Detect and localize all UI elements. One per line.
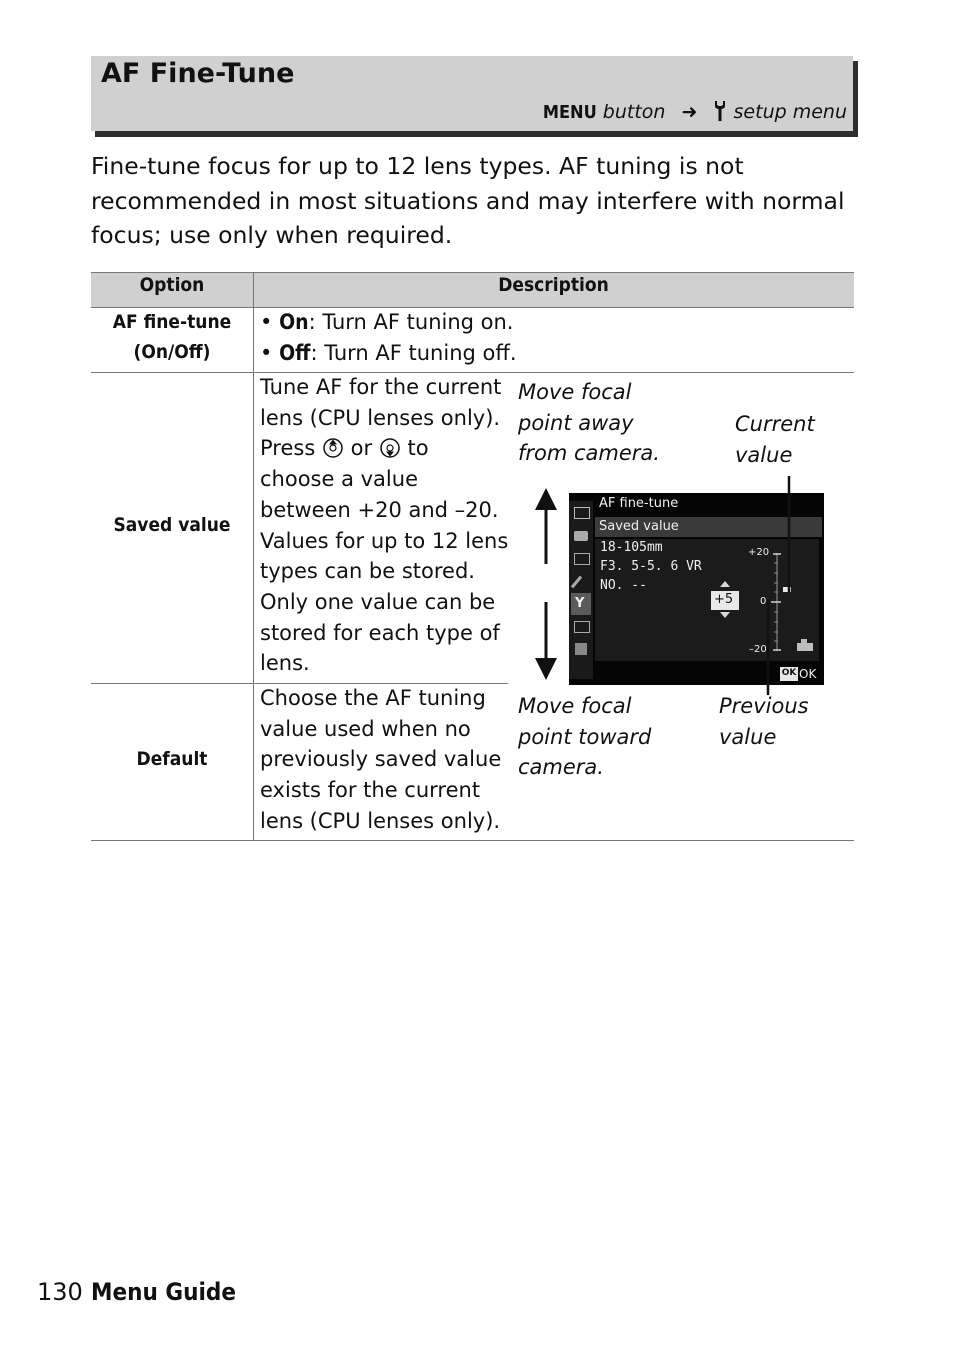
menu-button-label: MENU: [542, 102, 597, 123]
table-column-divider: [253, 272, 254, 840]
menu-path: [543, 100, 847, 123]
intro-line: Fine-tune focus for up to 12 lens types. AF tuning is not: [91, 152, 744, 180]
list-item: • On: Turn AF tuning on.: [260, 310, 514, 334]
screen-subtitle: Saved value: [599, 519, 679, 534]
camera-icon: [574, 531, 588, 541]
playback-icon: [574, 507, 590, 519]
table-rule: [91, 272, 854, 273]
direction-arrows: [530, 486, 562, 682]
scale-plus20: +20: [748, 547, 770, 558]
description-line: choose a value: [260, 467, 418, 492]
description-line: exists for the current: [260, 778, 481, 803]
ok-badge: OK: [781, 668, 797, 678]
description-line: Choose the AF tuning: [260, 686, 486, 710]
description-saved-value: [260, 372, 508, 679]
my-menu-icon: [575, 643, 587, 655]
movie-icon: [574, 553, 590, 565]
lens-line: NO. --: [600, 578, 647, 593]
description-line: Press or to: [260, 436, 429, 461]
intro-line: focus; use only when required.: [91, 221, 453, 249]
description-line: lens (CPU lenses only).: [260, 405, 501, 430]
wrench-icon: [713, 100, 727, 122]
description-af-fine-tune: [260, 307, 517, 368]
callout-current-value: Current value: [735, 412, 815, 467]
tune-value: +5: [714, 592, 734, 607]
off-label: Off: [279, 340, 311, 365]
scale-minus20: –20: [749, 644, 767, 655]
description-default: [260, 683, 501, 837]
section-title: Menu Guide: [91, 1278, 236, 1306]
description-line: Values for up to 12 lens: [260, 528, 509, 553]
scale-zero: 0: [760, 596, 767, 607]
on-label: On: [279, 310, 309, 334]
off-text: : Turn AF tuning off.: [310, 340, 517, 365]
description-line: value used when no: [260, 716, 471, 741]
lens-line: F3. 5-5. 6 VR: [600, 559, 702, 574]
column-header-description: Description: [498, 274, 609, 296]
callout-move-toward: Move focal point toward camera.: [518, 694, 652, 780]
table-rule: [91, 840, 854, 841]
intro-paragraph: [91, 149, 861, 253]
multi-selector-up-icon: [322, 437, 344, 459]
button-word: button: [602, 101, 666, 123]
list-item: • Off: Turn AF tuning off.: [260, 340, 517, 365]
arrow-down-icon: [535, 602, 557, 680]
ok-label: OK: [799, 667, 817, 681]
description-line: Tune AF for the current: [260, 375, 502, 399]
description-line: previously saved value: [260, 747, 502, 772]
column-header-option: Option: [139, 274, 205, 296]
arrow-icon: ➜: [681, 101, 698, 123]
wrench-icon: Y: [575, 596, 585, 611]
arrow-up-icon: [535, 488, 557, 564]
page-number: 130: [37, 1278, 83, 1306]
callout-previous-value: Previous value: [719, 694, 809, 749]
description-line: stored for each type of: [260, 620, 500, 645]
setup-menu-word: setup menu: [733, 101, 847, 123]
page-title: AF Fine-Tune: [101, 58, 295, 89]
callout-move-away: Move focal point away from camera.: [518, 380, 660, 466]
option-af-fine-tune: [91, 307, 253, 367]
description-line: between +20 and –20.: [260, 497, 499, 522]
lens-line: 18-105mm: [600, 540, 663, 555]
description-line: types can be stored.: [260, 559, 475, 584]
multi-selector-down-icon: [379, 437, 401, 459]
option-default: Default: [136, 748, 208, 770]
leader-lines: [760, 470, 800, 700]
option-name-line: (On/Off): [133, 341, 211, 363]
intro-line: recommended in most situations and may interfere with normal: [91, 186, 845, 215]
description-line: lens.: [260, 651, 310, 676]
description-line: Only one value can be: [260, 589, 496, 614]
option-name-line: AF fine-tune: [112, 311, 232, 333]
option-saved-value: Saved value: [113, 514, 231, 536]
description-line: lens (CPU lenses only).: [260, 808, 501, 833]
screen-title: AF fine-tune: [599, 496, 679, 511]
on-text: : Turn AF tuning on.: [308, 310, 514, 334]
retouch-icon: [574, 621, 590, 633]
